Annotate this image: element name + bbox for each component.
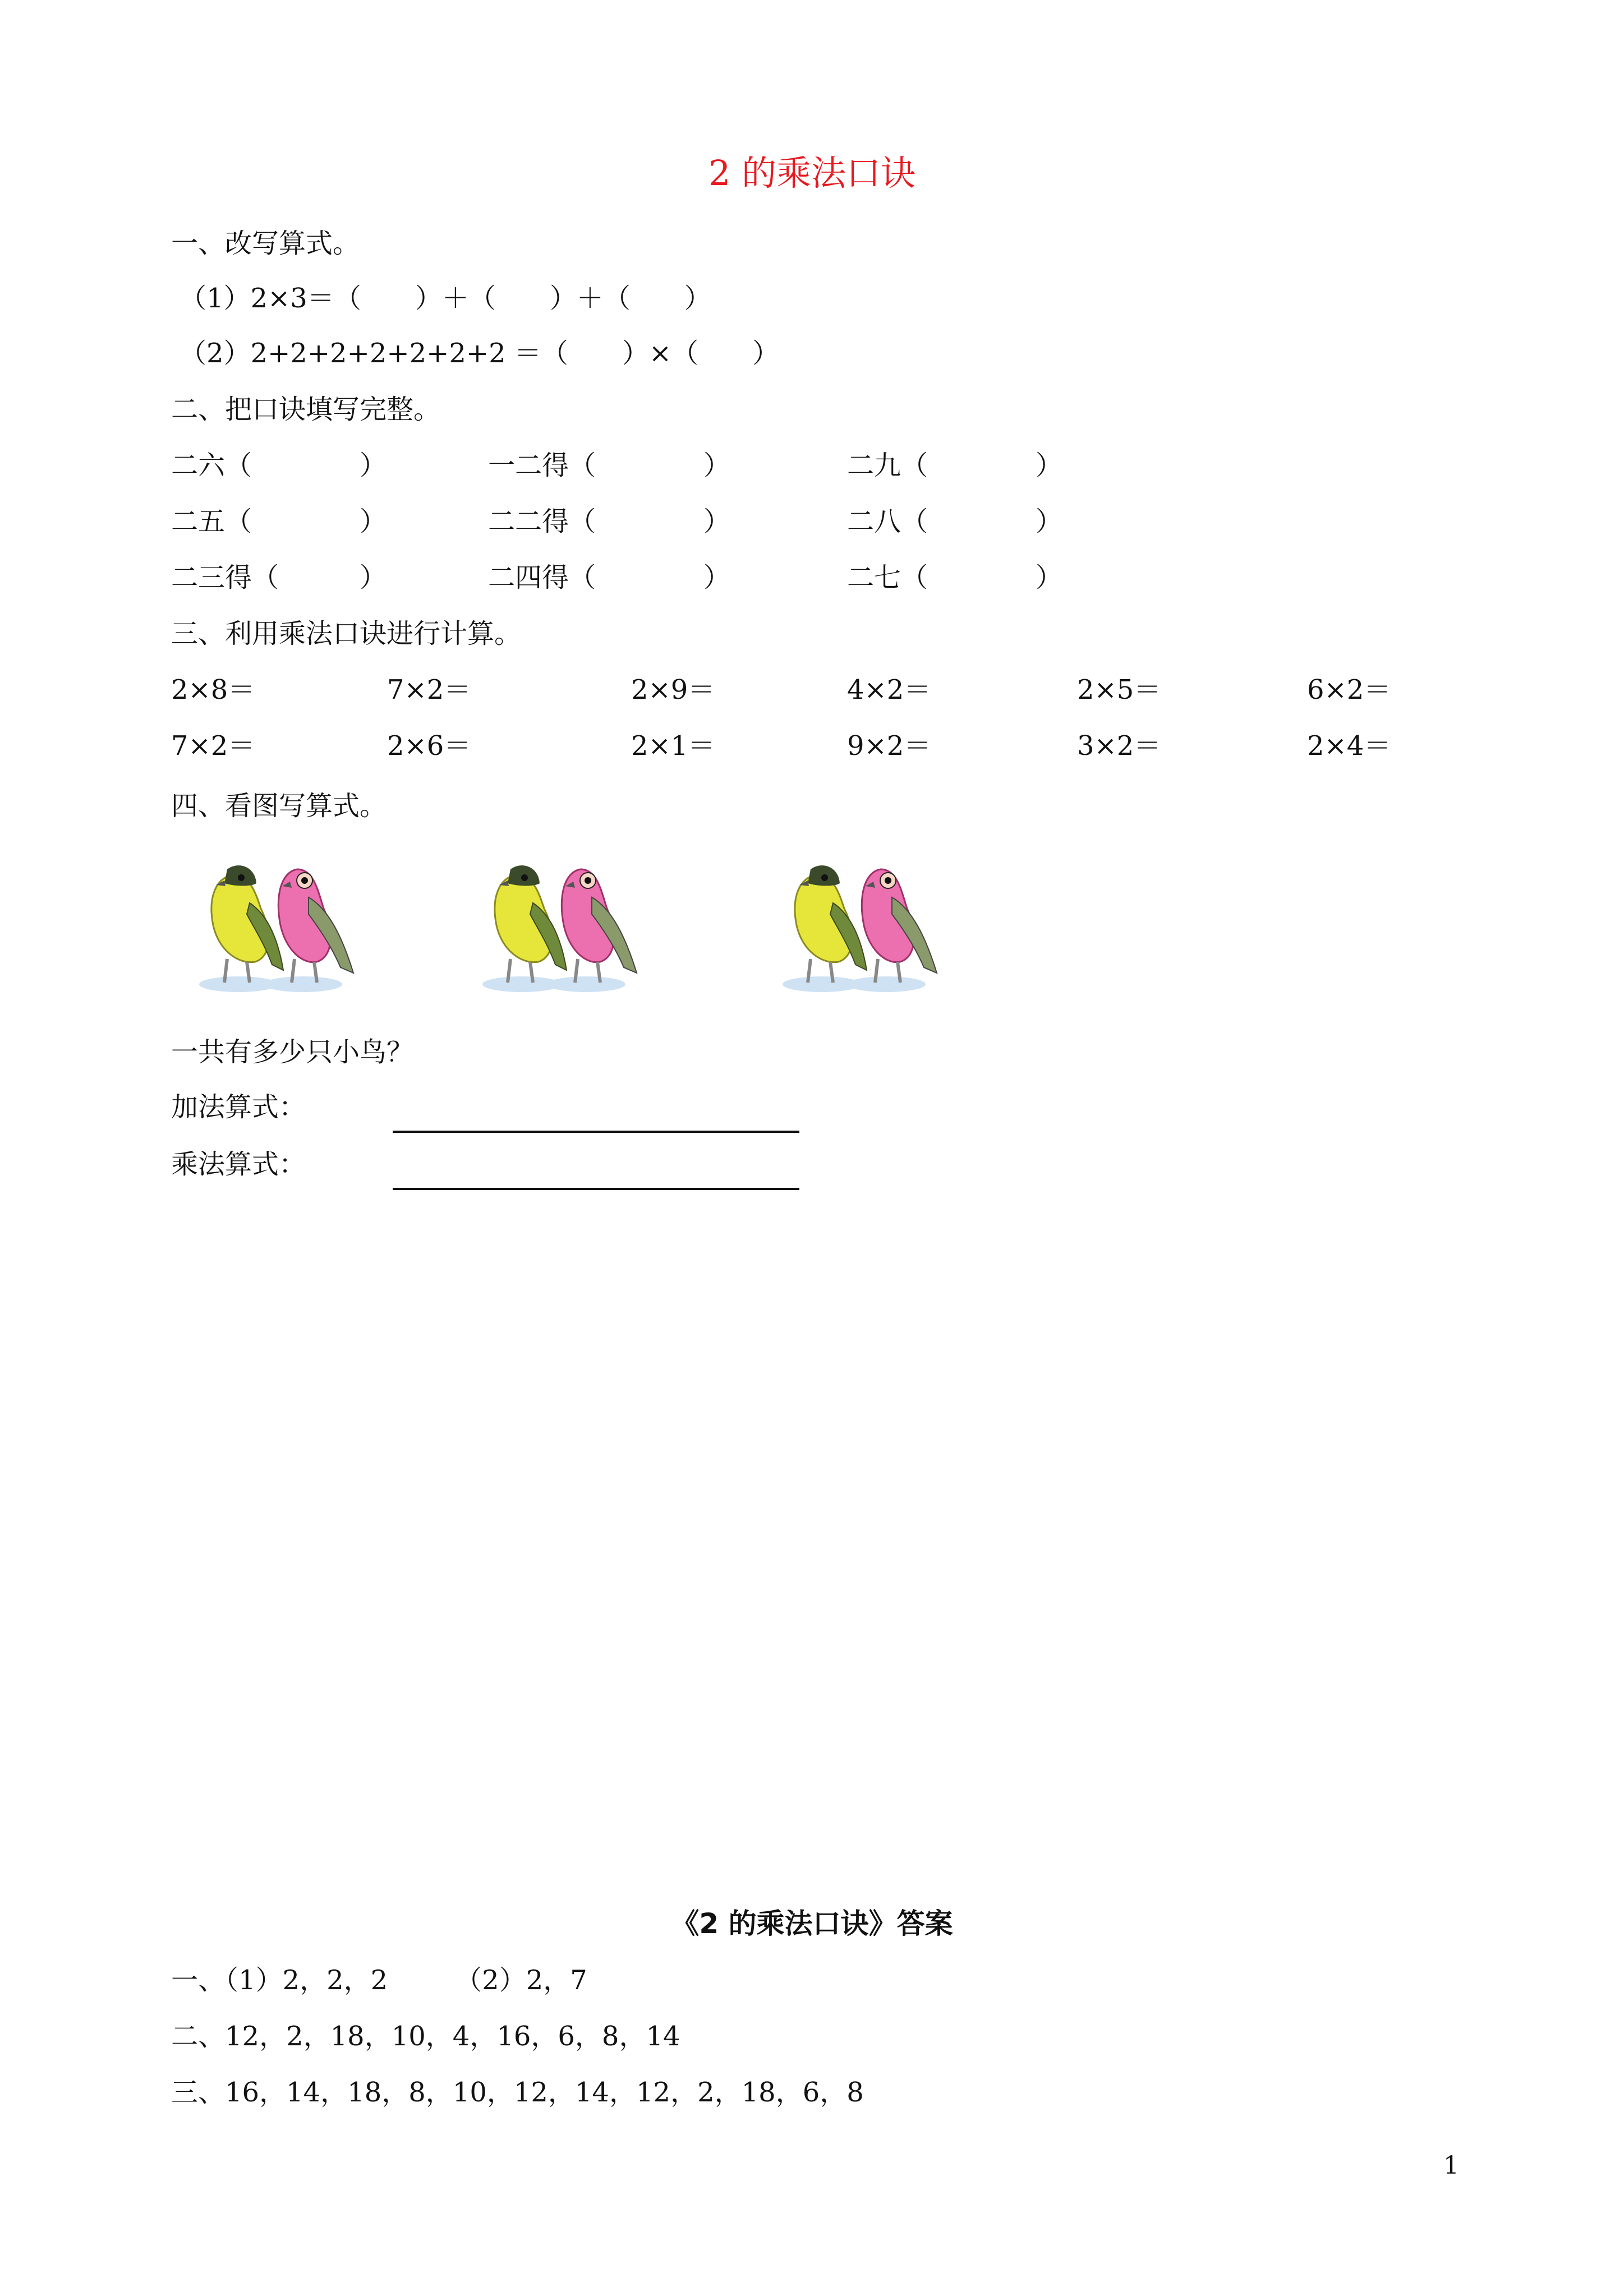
calc-item: 3×2＝ [1077, 730, 1161, 762]
calc-item: 2×9＝ [631, 674, 715, 706]
calc-item: 7×2＝ [387, 674, 471, 706]
addition-label: 加法算式： [171, 1091, 306, 1123]
calc-item: 7×2＝ [171, 730, 255, 762]
multiplication-label: 乘法算式： [171, 1149, 306, 1180]
section1-question1: （1）2×3＝（ ）＋（ ）＋（ ） [180, 283, 711, 314]
calc-item: 2×1＝ [631, 730, 715, 762]
rhyme-item: 二四得（ ） [488, 562, 731, 593]
calc-item: 2×5＝ [1077, 674, 1161, 706]
answer-line: 二、12，2，18，10，4，16，6，8，14 [171, 2021, 680, 2052]
rhyme-item: 二五（ ） [171, 506, 387, 537]
section2-heading: 二、把口诀填写完整。 [171, 394, 441, 425]
answers-title: 《2 的乘法口诀》答案 [671, 1907, 953, 1940]
section4-heading: 四、看图写算式。 [171, 790, 387, 822]
calc-item: 6×2＝ [1307, 674, 1391, 706]
section1-heading: 一、改写算式。 [171, 228, 360, 259]
section1-question2: （2）2+2+2+2+2+2+2 ＝（ ）×（ ） [180, 338, 780, 369]
multiplication-answer-line[interactable] [393, 1188, 799, 1190]
section3-heading: 三、利用乘法口诀进行计算。 [171, 618, 522, 649]
addition-answer-line[interactable] [393, 1131, 799, 1133]
calc-item: 2×4＝ [1307, 730, 1391, 762]
rhyme-item: 一二得（ ） [488, 450, 731, 481]
bird-pair-illustration [477, 852, 645, 998]
bird-pair-illustration [777, 852, 945, 998]
rhyme-item: 二六（ ） [171, 450, 387, 481]
calc-item: 4×2＝ [847, 674, 931, 706]
worksheet-title: 2 的乘法口诀 [708, 153, 916, 193]
calc-item: 9×2＝ [847, 730, 931, 762]
page-number: 1 [1443, 2151, 1459, 2180]
answer-line: 一、（1）2，2，2 （2）2，7 [171, 1965, 587, 1996]
calc-item: 2×8＝ [171, 674, 255, 706]
rhyme-item: 二二得（ ） [488, 506, 731, 537]
birds-question: 一共有多少只小鸟？ [171, 1036, 414, 1068]
answer-line: 三、16，14，18，8，10，12，14，12，2，18，6，8 [171, 2077, 864, 2108]
rhyme-item: 二三得（ ） [171, 562, 387, 593]
bird-pair-illustration [194, 852, 362, 998]
calc-item: 2×6＝ [387, 730, 471, 762]
rhyme-item: 二九（ ） [847, 450, 1063, 481]
rhyme-item: 二八（ ） [847, 506, 1063, 537]
rhyme-item: 二七（ ） [847, 562, 1063, 593]
